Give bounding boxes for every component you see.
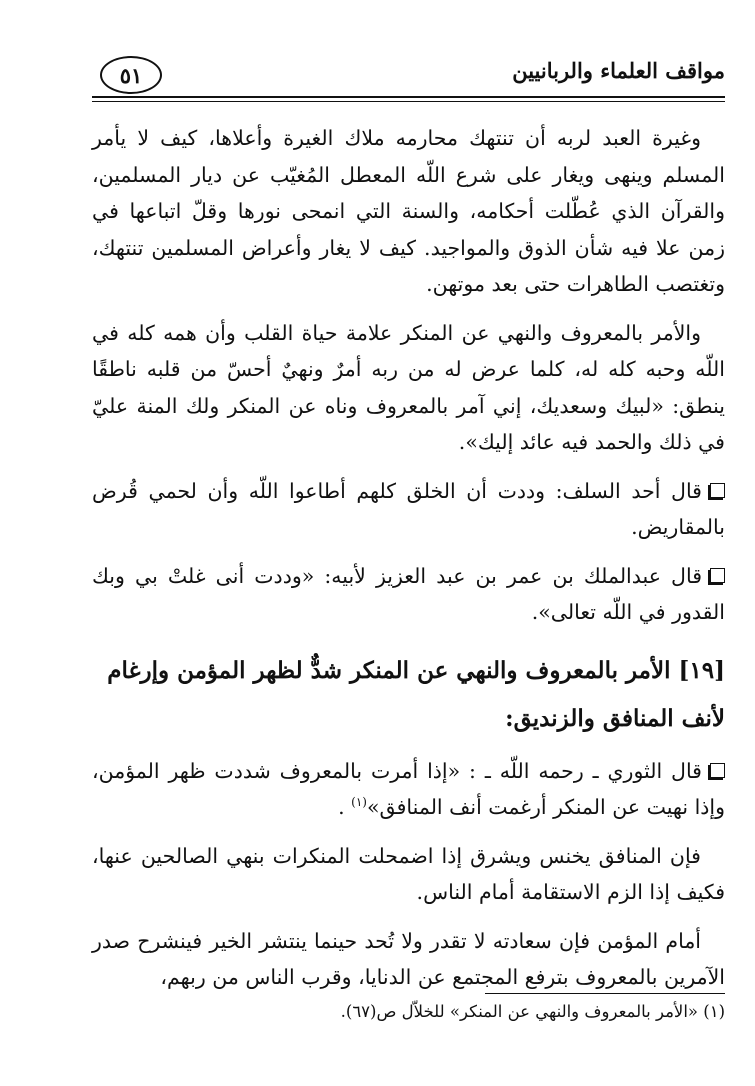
paragraph: فإن المنافق يخنس ويشرق إذا اضمحلت المنكرات بنهي الصالحين عنها، فكيف إذا الزم الاستقامة أمام الناس.	[92, 843, 725, 904]
footnote-separator	[485, 993, 725, 994]
footnote-reference: (١)	[351, 795, 367, 810]
quote-text: قال أحد السلف: وددت أن الخلق كلهم أطاعوا اللّه وأن لحمي قُرض بالمقاريض.	[92, 478, 725, 539]
quote-item	[92, 558, 725, 631]
quote-marker-icon	[710, 568, 725, 583]
paragraph: والأمر بالمعروف والنهي عن المنكر علامة حياة القلب وأن همه كله في اللّه وحبه كله له، كلما عرض له من ربه أمرٌ ونهيٌ أحسّ من قلبه ناطقًا ينطق: «لبيك وسعديك، إني آمر بالمعروف وناه عن المنكر ولك المنة عليّ في ذلك والحمد فيه عائد إليك».	[92, 320, 725, 454]
footnote: (١) «الأمر بالمعروف والنهي عن المنكر» للخلاّل ص(٦٧).	[340, 1002, 725, 1021]
quote-end: .	[338, 795, 352, 819]
quote-text: قال عبدالملك بن عمر بن عبد العزيز لأبيه: «وددت أنى غلتْ بي وبك القدور في اللّه تعالى».	[92, 563, 725, 624]
header-rule-thin	[92, 101, 725, 102]
header-rule	[92, 96, 725, 98]
quote-item	[92, 753, 725, 826]
running-header	[92, 52, 725, 98]
paragraph: وغيرة العبد لربه أن تنتهك محارمه ملاك الغيرة وأعلاها، كيف لا يأمر المسلم وينهى ويغار على شرع اللّه المعطل المُغيّب عن ديار المسلمين، والقرآن الذي عُطّلت أحكامه، والسنة التي انمحى نورها وقلّ اتباعها في زمن علا فيه شأن الذوق والمواجيد. كيف لا يغار وأعراض المسلمين تنتهك، وتغتصب الطاهرات حتى بعد موتهن.	[92, 126, 725, 296]
quote-text: قال الثوري ـ رحمه اللّه ـ : «إذا أمرت بالمعروف شددت ظهر المؤمن، وإذا نهيت عن المنكر أرغمت أنف المنافق»	[92, 758, 725, 819]
book-title: مواقف العلماء والربانيين	[512, 58, 725, 83]
body-text	[92, 120, 725, 1008]
section-heading: [١٩] الأمر بالمعروف والنهي عن المنكر شدٌّ لظهر المؤمن وإرغام لأنف المنافق والزنديق:	[107, 656, 725, 732]
paragraph: أمام المؤمن فإن سعادته لا تقدر ولا تُحد حينما ينتشر الخير فينشرح صدر الآمرين بالمعروف بترفع المجتمع عن الدنايا، وقرب الناس من ربهم،	[92, 928, 725, 989]
page-number: ٥١	[100, 56, 162, 94]
quote-marker-icon	[710, 483, 725, 498]
quote-marker-icon	[710, 763, 725, 778]
quote-item	[92, 473, 725, 546]
